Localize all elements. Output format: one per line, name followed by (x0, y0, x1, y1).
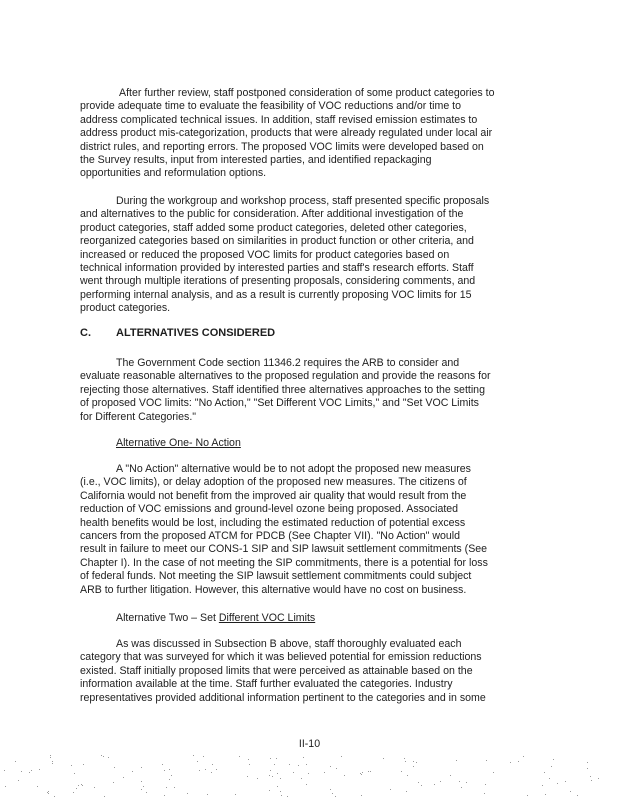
scan-speck (203, 756, 204, 757)
scan-speck (341, 756, 342, 757)
scan-speck (450, 775, 451, 776)
text-line: representatives provided additional information pertinent to the categories and in some (80, 691, 486, 704)
scan-speck (193, 755, 194, 756)
scan-speck (289, 764, 290, 765)
scan-speck (216, 769, 217, 770)
scan-speck (272, 776, 273, 777)
scan-speck (146, 792, 147, 793)
scan-speck (542, 785, 543, 786)
text-line: provide adequate time to evaluate the feasibility of VOC reductions and/or time to (80, 100, 462, 113)
scan-speck (484, 793, 485, 794)
scan-speck (413, 766, 414, 767)
scan-speck (197, 761, 198, 762)
scan-speck (308, 773, 309, 774)
scan-speck (54, 796, 55, 797)
scan-speck (211, 772, 212, 773)
section-letter: C. (80, 327, 91, 339)
scan-speck (324, 772, 325, 773)
text-line: increased or reduced the proposed VOC limits for product categories based on (80, 248, 450, 261)
scan-speck (406, 791, 407, 792)
text-line: California would not benefit from the improved air quality that would result from the (80, 489, 467, 502)
text-line: went through multiple iterations of presenting proposals, considering comments, and (80, 275, 476, 288)
scan-speck (212, 764, 213, 765)
scan-speck (52, 763, 53, 764)
text-line: (i.e., VOC limits), or delay adoption of the proposed new measures. The citizens of (80, 476, 467, 489)
scan-speck (361, 795, 362, 796)
scan-speck (29, 772, 30, 773)
scan-speck (459, 781, 460, 782)
text-line: opportunities and reformulation options. (80, 167, 267, 180)
scan-speck (434, 784, 435, 785)
scan-speck (456, 760, 457, 761)
text-line: After further review, staff postponed consideration of some product categories to (119, 87, 495, 99)
scan-speck (71, 765, 72, 766)
text-line: The Government Code section 11346.2 requires the ARB to consider and (116, 357, 460, 369)
scan-speck (293, 772, 294, 773)
scan-speck (549, 778, 550, 779)
scan-speck (171, 775, 172, 776)
scan-speck (527, 795, 528, 796)
page-number: II-10 (298, 738, 321, 750)
scan-speck (570, 791, 571, 792)
scan-speck (577, 795, 578, 796)
paragraph-government-code (80, 357, 540, 424)
scan-speck (103, 756, 104, 757)
scan-speck (123, 777, 124, 778)
scan-speck (141, 789, 142, 790)
scan-speck (114, 767, 115, 768)
scan-speck (336, 768, 337, 769)
text-line: As was discussed in Subsection B above, staff thoroughly evaluated each (116, 638, 462, 650)
scan-speck (108, 757, 109, 758)
paragraph-different-limits (80, 638, 540, 705)
text-line: address product mis-categorization, products that were already regulated under local air (80, 127, 493, 140)
text-line: information available at the time. Staff further evaluated the categories. Industry (80, 678, 453, 691)
text-line: of proposed VOC limits: "No Action," "Set Different VOC Limits," and "Set VOC Limits (80, 397, 479, 410)
alternative-two-underlined: Different VOC Limits (218, 612, 316, 624)
section-heading (80, 327, 275, 339)
scan-speck (590, 776, 591, 777)
scan-speck (486, 760, 487, 761)
scan-speck (332, 793, 333, 794)
scan-speck (50, 755, 51, 756)
scan-speck (74, 773, 75, 774)
scan-speck (143, 786, 144, 787)
scan-speck (169, 769, 170, 770)
scan-speck (587, 768, 588, 769)
scan-speck (52, 761, 53, 762)
scan-speck (280, 778, 281, 779)
scan-speck (553, 759, 554, 760)
scan-speck (461, 787, 462, 788)
scan-speck (545, 794, 546, 795)
scan-speck (50, 757, 51, 758)
scan-speck (78, 785, 79, 786)
scan-speck (269, 790, 270, 791)
scan-speck (235, 794, 236, 795)
text-line: of federal funds. Not meeting the SIP lawsuit settlement commitments could subject (80, 570, 472, 583)
scan-speck (493, 772, 494, 773)
text-line: cancers from the proposed ATCM for PDCB (See Chapter VII). "No Action" would (80, 530, 461, 543)
scan-speck (247, 776, 248, 777)
scan-speck (113, 782, 114, 783)
scan-speck (270, 758, 271, 759)
scan-speck (94, 787, 95, 788)
text-line: During the workgroup and workshop process, staff presented specific proposals (116, 195, 490, 207)
alternative-two-prefix: Alternative Two – Set (116, 612, 219, 624)
scan-speck (83, 764, 84, 765)
text-line: A "No Action" alternative would be to not adopt the proposed new measures (116, 463, 471, 475)
scan-speck (162, 764, 163, 765)
scan-speck (48, 791, 49, 792)
scan-speck (303, 757, 304, 758)
scan-speck (48, 793, 49, 794)
scan-speck (166, 787, 167, 788)
text-line: address complicated technical issues. In addition, staff revised emission estimates to (80, 113, 478, 126)
scan-speck (330, 766, 331, 767)
scan-speck (306, 764, 307, 765)
scan-speck (390, 789, 391, 790)
scan-speck (15, 761, 16, 762)
scan-speck (164, 795, 165, 796)
text-line: ARB to further litigation. However, this alternative would have no cost on business. (80, 583, 467, 596)
scan-speck (257, 778, 258, 779)
scan-speck (330, 789, 331, 790)
scan-speck (280, 791, 281, 792)
scan-speck (416, 762, 417, 763)
text-line: technical information provided by interested parties and staff's research efforts. Staff (80, 262, 474, 275)
scan-speck (132, 771, 133, 772)
scan-speck (523, 756, 524, 757)
scan-speck (5, 786, 6, 787)
text-line: district rules, and reporting errors. The proposed VOC limits were developed based on (80, 140, 484, 153)
paragraph-no-action (80, 463, 540, 597)
scan-speck (205, 769, 206, 770)
scan-speck (169, 779, 170, 780)
paragraph-staff-review (80, 87, 540, 181)
text-line: Chapter I). In the case of not meeting the SIP commitments, there is a potential for loss (80, 556, 488, 569)
scan-speck (598, 778, 599, 779)
scan-speck (31, 770, 32, 771)
scan-speck (557, 783, 558, 784)
text-line: for Different Categories." (80, 410, 197, 423)
scan-speck (306, 784, 307, 785)
scan-speck (544, 772, 545, 773)
scan-speck (466, 782, 467, 783)
scan-speck (81, 784, 82, 785)
scan-speck (270, 770, 271, 771)
scan-speck (276, 758, 277, 759)
scan-speck (335, 796, 336, 797)
scan-speck (76, 788, 77, 789)
scan-speck (274, 764, 275, 765)
scan-speck (587, 762, 588, 763)
scan-speck (174, 787, 175, 788)
scan-speck (368, 771, 369, 772)
scan-speck (207, 794, 208, 795)
text-line: category that was surveyed for which it was believed potential for emission reductions (80, 651, 482, 664)
scan-speck (248, 759, 249, 760)
scan-speck (362, 772, 363, 773)
scan-speck (361, 774, 362, 775)
text-line: evaluate reasonable alternatives to the proposed regulation and provide the reasons for (80, 370, 491, 383)
scan-speck (101, 755, 102, 756)
scan-speck (104, 796, 105, 797)
section-title: ALTERNATIVES CONSIDERED (116, 327, 276, 339)
scan-speck (141, 781, 142, 782)
scan-speck (281, 795, 282, 796)
scan-speck (301, 778, 302, 779)
text-line: reduction of VOC emissions and ground-level ozone being proposed. Associated (80, 503, 459, 516)
scan-speck (39, 769, 40, 770)
scan-speck (82, 785, 83, 786)
text-line: rejecting those alternatives. Staff identified three alternatives approaches to the setting (80, 383, 485, 396)
alternative-two-heading (116, 612, 315, 624)
scan-speck (407, 775, 408, 776)
scan-speck (249, 764, 250, 765)
scan-speck (383, 758, 384, 759)
scan-speck (298, 765, 299, 766)
scan-speck (277, 773, 278, 774)
scan-speck (510, 762, 511, 763)
scan-speck (591, 780, 592, 781)
scan-speck (418, 782, 419, 783)
text-line: the Survey results, input from interested parties, and identified repackaging (80, 154, 432, 167)
scan-speck (551, 766, 552, 767)
scan-speck (164, 770, 165, 771)
scan-speck (269, 775, 270, 776)
scan-speck (518, 761, 519, 762)
scan-speck (405, 761, 406, 762)
text-line: result in failure to meet our CONS-1 SIP and SIP lawsuit settlement commitments (See (80, 543, 488, 556)
scan-speck (239, 756, 240, 757)
text-line: product categories. (80, 302, 171, 315)
text-line: existed. Staff initially proposed limits that were perceived as attainable based on the (80, 664, 473, 677)
text-line: and alternatives to the public for consideration. After additional investigation of the (80, 208, 464, 221)
scan-speck (401, 771, 402, 772)
scan-speck (370, 771, 371, 772)
scan-speck (440, 781, 441, 782)
text-line: health benefits would be lost, including the estimated reduction of potential excess (80, 516, 466, 529)
text-line: product categories, staff added some product categories, deleted other categories, (80, 221, 467, 234)
scan-speck (485, 784, 486, 785)
scan-speck (73, 792, 74, 793)
scan-speck (37, 786, 38, 787)
scan-speck (141, 767, 142, 768)
scan-speck (18, 780, 19, 781)
scan-speck (199, 770, 200, 771)
scan-speck (21, 771, 22, 772)
scan-speck (404, 758, 405, 759)
scan-speck (187, 793, 188, 794)
text-line: reorganized categories based on similarities in product function or other criteria, and (80, 235, 474, 248)
scan-speck (421, 785, 422, 786)
scan-speck (287, 796, 288, 797)
scan-speck (4, 770, 5, 771)
alternative-one-heading: Alternative One- No Action (116, 437, 241, 449)
text-line: performing internal analysis, and as a result is currently proposing VOC limits for 15 (80, 288, 472, 301)
paragraph-workgroup-process (80, 195, 540, 316)
scan-speck (47, 792, 48, 793)
scan-speck (413, 761, 414, 762)
scan-speck (344, 775, 345, 776)
scan-speck (565, 781, 566, 782)
scan-speck (277, 786, 278, 787)
